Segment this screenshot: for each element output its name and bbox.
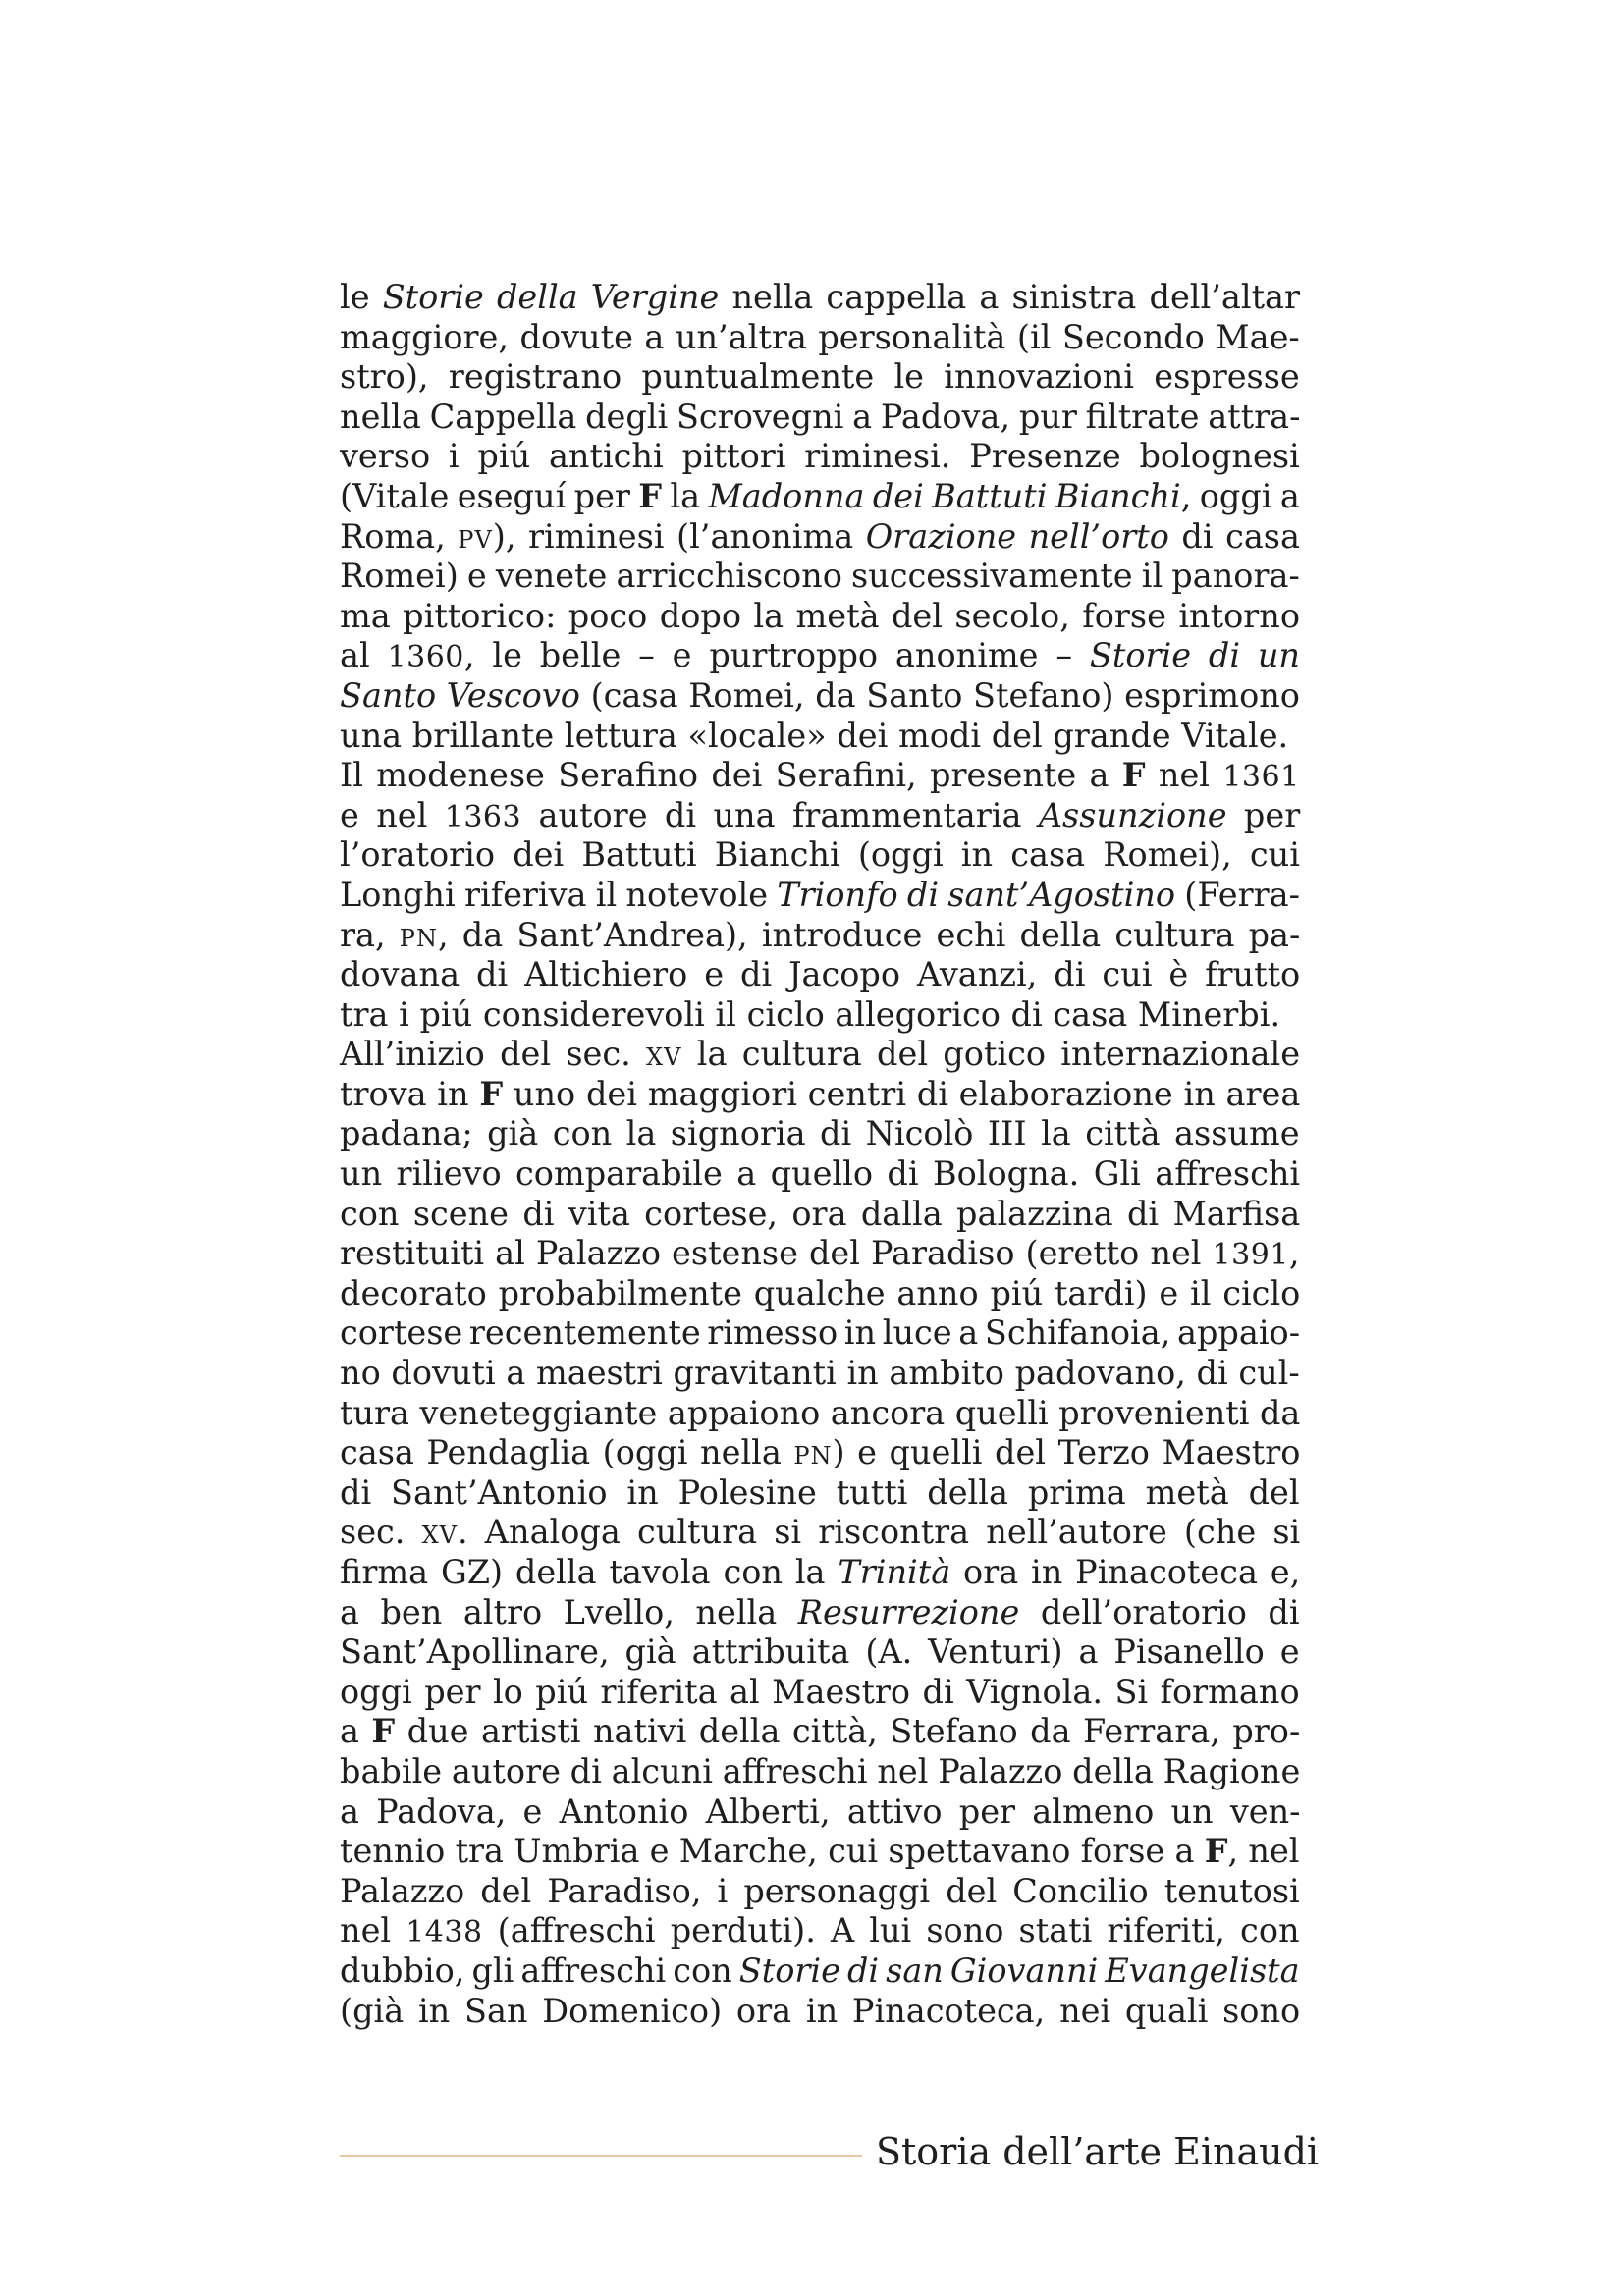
text-segment: babile autore di alcuni affreschi nel Palazzo della Ragione <box>340 1751 1301 1790</box>
text-line <box>340 796 1300 836</box>
text-segment: (casa Romei, da Santo Stefano) esprimono <box>579 675 1300 715</box>
text-line <box>340 437 1300 477</box>
text-segment: Madonna dei Battuti Bianchi <box>708 476 1181 515</box>
text-segment: Trionfo di sant’Agostino <box>777 875 1176 914</box>
text-line <box>340 597 1300 637</box>
text-segment: nella cappella a sinistra dell’altar <box>719 278 1301 316</box>
text-segment: casa Pendaglia (oggi nella <box>340 1433 794 1472</box>
text-line <box>340 835 1300 876</box>
text-segment: Storie della Vergine <box>382 278 720 316</box>
text-segment: no dovuti a maestri gravitanti in ambito padovano, di cul- <box>340 1354 1300 1393</box>
text-segment: le <box>340 278 383 316</box>
text-line <box>340 1752 1300 1792</box>
text-segment: , da Sant’Andrea), introduce echi della cultura pa- <box>437 915 1301 954</box>
text-line <box>340 955 1300 995</box>
text-segment: autore di una frammentaria <box>521 795 1039 834</box>
text-segment: oggi per lo piú riferita al Maestro di Vignola. Si formano <box>340 1672 1300 1711</box>
text-line <box>340 636 1300 676</box>
text-segment: padana; già con la signoria di Nicolò III la città assume <box>340 1114 1300 1153</box>
text-segment: Orazione nell’orto <box>865 516 1169 556</box>
text-segment: Romei) e venete arricchiscono successivamente il panora- <box>340 557 1300 596</box>
text-segment: tennio tra Umbria e Marche, cui spettavano forse a <box>340 1832 1205 1871</box>
text-segment: dovana di Altichiero e di Jacopo Avanzi, di cui è frutto <box>340 955 1301 994</box>
text-segment: cortese recentemente rimesso in luce a Schifanoia, appaio- <box>340 1313 1301 1353</box>
text-segment: due artisti nativi della città, Stefano da Ferrara, pro- <box>395 1712 1301 1751</box>
text-segment: a Padova, e Antonio Alberti, attivo per almeno un ven- <box>340 1791 1301 1831</box>
text-segment: di Sant’Antonio in Polesine tutti della prima metà del <box>340 1472 1300 1512</box>
text-segment: per <box>1226 795 1301 834</box>
text-segment: 1363 <box>444 799 522 834</box>
text-line <box>340 676 1300 717</box>
text-segment: F <box>1121 756 1146 795</box>
text-segment: . Analoga cultura si riscontra nell’autore (che si <box>458 1513 1301 1552</box>
footer-rule <box>340 2155 862 2157</box>
text-segment: PN <box>793 1442 833 1470</box>
text-segment: nel <box>1145 756 1223 795</box>
text-segment: di casa <box>1168 516 1300 556</box>
text-segment: ra, <box>340 915 400 954</box>
text-segment: , nel <box>1227 1832 1300 1871</box>
text-line <box>340 1951 1300 1992</box>
text-line <box>340 756 1300 796</box>
text-line <box>340 1473 1300 1514</box>
text-segment: nella Cappella degli Scrovegni a Padova, pur filtrate attra- <box>340 397 1301 436</box>
text-segment: dell’oratorio di <box>1019 1592 1300 1631</box>
text-line <box>340 1992 1300 2032</box>
text-line <box>340 1394 1300 1434</box>
text-segment: , <box>1288 1234 1300 1273</box>
text-line <box>340 1553 1300 1593</box>
text-segment: l’oratorio dei Battuti Bianchi (oggi in casa Romei), cui <box>340 835 1300 875</box>
text-segment: ), riminesi (l’anonima <box>492 516 866 556</box>
text-segment: nel <box>340 1911 406 1950</box>
text-line <box>340 1712 1300 1752</box>
text-segment: al <box>340 636 388 675</box>
text-segment: restituiti al Palazzo estense del Paradiso (eretto nel <box>340 1234 1213 1273</box>
text-line <box>340 876 1300 916</box>
text-segment: (Vitale eseguí per <box>340 476 639 515</box>
text-line <box>340 717 1300 757</box>
text-line <box>340 357 1300 398</box>
text-line <box>340 1593 1300 1633</box>
body-text <box>340 278 1300 2031</box>
text-segment: 1360 <box>387 640 464 675</box>
text-line <box>340 1513 1300 1553</box>
text-line <box>340 1195 1300 1235</box>
text-segment: verso i piú antichi pittori riminesi. Presenze bolognesi <box>340 437 1300 476</box>
text-segment: (affreschi perduti). A lui sono stati riferiti, con <box>482 1911 1300 1950</box>
text-segment: firma GZ) della tavola con la <box>340 1553 839 1591</box>
text-line <box>340 1832 1300 1872</box>
text-line <box>340 318 1300 358</box>
text-segment: Storie di un <box>1089 636 1301 675</box>
text-segment: la <box>662 476 709 515</box>
text-segment: dubbio, gli affreschi con <box>340 1950 739 1990</box>
text-segment: Resurrezione <box>797 1592 1020 1631</box>
text-segment: Trinità <box>838 1553 951 1591</box>
text-segment: un rilievo comparabile a quello di Bologna. Gli affreschi <box>340 1154 1301 1194</box>
text-line <box>340 1234 1300 1274</box>
text-segment: a ben altro Lvello, nella <box>340 1592 798 1631</box>
text-line <box>340 916 1300 956</box>
text-line <box>340 1632 1300 1673</box>
text-segment: la cultura del gotico internazionale <box>681 1035 1301 1074</box>
text-segment: uno dei maggiori centri di elaborazione in area <box>503 1074 1301 1113</box>
text-line <box>340 1792 1300 1833</box>
text-segment: tra i piú considerevoli il ciclo allegorico di casa Minerbi. <box>340 994 1281 1034</box>
text-segment: e nel <box>340 795 445 834</box>
text-segment: Santo Vescovo <box>340 675 580 715</box>
text-segment: F <box>371 1712 396 1751</box>
text-segment: decorato probabilmente qualche anno piú tardi) e il ciclo <box>340 1273 1301 1312</box>
text-segment: F <box>1204 1832 1228 1871</box>
text-line <box>340 1673 1300 1713</box>
text-segment: Storie di san Giovanni Evangelista <box>738 1950 1300 1990</box>
text-segment: F <box>479 1074 504 1113</box>
text-segment: a <box>340 1712 372 1751</box>
text-line <box>340 1035 1300 1075</box>
text-line <box>340 1154 1300 1195</box>
text-line <box>340 1872 1300 1912</box>
text-line <box>340 1075 1300 1115</box>
text-segment: Longhi riferiva il notevole <box>340 875 778 914</box>
text-line <box>340 1911 1300 1951</box>
text-segment: ma pittorico: poco dopo la metà del secolo, forse intorno <box>340 596 1300 635</box>
text-segment: maggiore, dovute a un’altra personalità (il Secondo Mae- <box>340 317 1300 356</box>
text-segment: (già in San Domenico) ora in Pinacoteca, nei quali sono <box>340 1991 1301 2030</box>
text-line <box>340 1354 1300 1394</box>
text-line <box>340 995 1300 1036</box>
footer-title: Storia dell’arte Einaudi <box>876 2130 1320 2173</box>
text-segment: con scene di vita cortese, ora dalla palazzina di Marfisa <box>340 1194 1301 1233</box>
text-segment: XV <box>646 1043 682 1072</box>
text-segment: Assunzione <box>1038 795 1227 834</box>
text-line <box>340 1433 1300 1473</box>
text-segment: ) e quelli del Terzo Maestro <box>832 1433 1301 1472</box>
text-segment: trova in <box>340 1074 480 1113</box>
text-segment: tura veneteggiante appaiono ancora quelli provenienti da <box>340 1393 1301 1432</box>
text-segment: ora in Pinacoteca e, <box>950 1553 1301 1591</box>
text-line <box>340 557 1300 597</box>
text-segment: PV <box>458 525 493 554</box>
text-segment: 1391 <box>1212 1238 1289 1273</box>
text-line <box>340 1313 1300 1354</box>
text-line <box>340 517 1300 558</box>
text-segment: , le belle – e purtroppo anonime – <box>463 636 1090 675</box>
text-segment: Sant’Apollinare, già attribuita (A. Venturi) a Pisanello e <box>340 1632 1300 1672</box>
text-segment: 1361 <box>1222 760 1300 795</box>
text-segment: All’inizio del sec. <box>340 1035 647 1074</box>
text-line <box>340 1114 1300 1154</box>
text-line <box>340 1274 1300 1314</box>
text-segment: Il modenese Serafino dei Serafini, presente a <box>340 756 1122 795</box>
text-segment: Palazzo del Paradiso, i personaggi del Concilio tenutosi <box>340 1871 1300 1910</box>
text-line <box>340 278 1300 318</box>
text-segment: (Ferra- <box>1175 875 1300 914</box>
text-segment: , oggi a <box>1180 476 1300 515</box>
text-segment: F <box>638 476 663 515</box>
text-segment: stro), registrano puntualmente le innovazioni espresse <box>340 357 1300 397</box>
text-segment: XV <box>421 1522 458 1550</box>
text-segment: una brillante lettura «locale» dei modi del grande Vitale. <box>340 716 1289 755</box>
text-segment: sec. <box>340 1513 422 1552</box>
text-segment: PN <box>399 924 438 952</box>
text-segment: 1438 <box>406 1915 483 1950</box>
text-line <box>340 477 1300 517</box>
text-segment: Roma, <box>340 516 459 556</box>
text-line <box>340 398 1300 438</box>
